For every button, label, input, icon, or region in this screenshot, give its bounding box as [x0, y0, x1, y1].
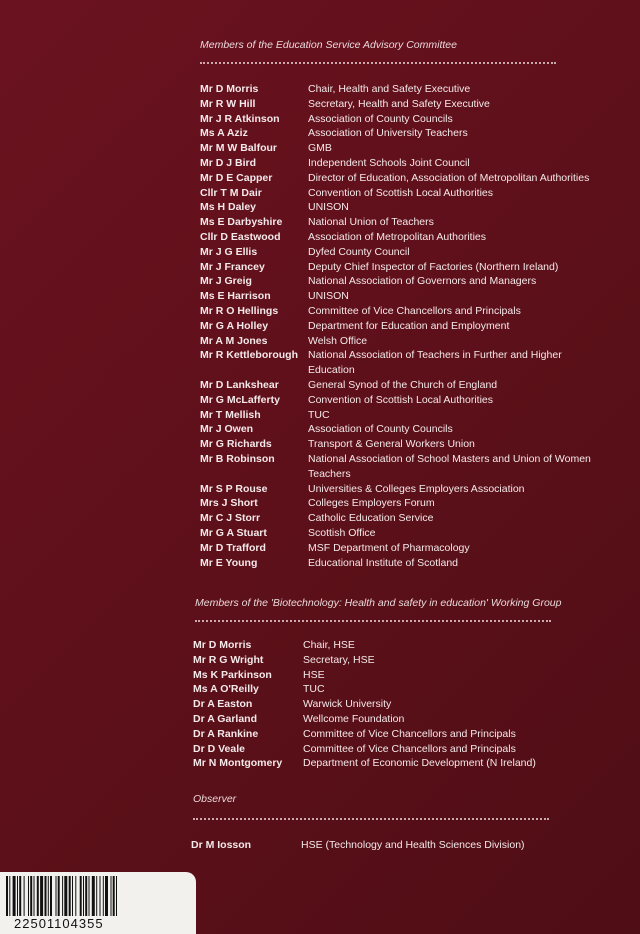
- member-row: [200, 112, 592, 127]
- member-row: [200, 230, 592, 245]
- member-name: Mr D J Bird: [200, 156, 257, 169]
- member-name: Mr A M Jones: [200, 334, 268, 347]
- member-row: [193, 638, 593, 653]
- committee-member-list: [200, 82, 592, 570]
- member-name: Mr D Morris: [193, 639, 252, 651]
- member-organisation: Wellcome Foundation: [303, 712, 405, 725]
- member-name: Mr J G Ellis: [200, 245, 258, 258]
- member-row: [200, 304, 592, 319]
- barcode-bar: [113, 876, 115, 916]
- member-organisation: Secretary, Health and Safety Executive: [308, 97, 490, 110]
- member-row: [200, 245, 592, 260]
- barcode-bar: [34, 876, 35, 916]
- member-row: [200, 556, 592, 571]
- member-name: Mr R G Wright: [193, 653, 264, 666]
- member-name: Mr D Morris: [200, 83, 259, 95]
- barcode-bar: [24, 876, 25, 916]
- barcode-label: [0, 872, 196, 934]
- barcode-bar: [45, 876, 47, 916]
- barcode-bar: [50, 876, 52, 916]
- member-organisation: General Synod of the Church of England: [308, 378, 498, 391]
- member-row: [193, 712, 593, 727]
- member-row: [200, 526, 592, 541]
- member-organisation: TUC: [308, 408, 330, 421]
- barcode-bar: [58, 876, 60, 916]
- member-name: Ms A Aziz: [200, 127, 248, 140]
- member-name: Mr J Owen: [200, 423, 254, 436]
- member-organisation: Educational Institute of Scotland: [308, 556, 459, 569]
- member-organisation: Association of Metropolitan Authorities: [308, 230, 487, 243]
- member-organisation: National Association of School Masters and Union of Women Teachers: [308, 452, 591, 480]
- member-row: [200, 408, 592, 423]
- dotted-divider: [193, 818, 549, 820]
- barcode-bar: [56, 876, 57, 916]
- member-row: [193, 668, 593, 683]
- member-organisation: Welsh Office: [308, 334, 368, 347]
- member-organisation: Scottish Office: [308, 526, 376, 539]
- barcode-bar: [72, 876, 73, 916]
- member-name: Mr R W Hill: [200, 97, 256, 110]
- member-organisation: Chair, Health and Safety Executive: [308, 83, 471, 95]
- member-name: Mr R Kettleborough: [200, 349, 298, 362]
- member-organisation: Association of County Councils: [308, 423, 453, 436]
- member-row: [200, 126, 592, 141]
- barcode-bar: [96, 876, 97, 916]
- member-row: [191, 838, 591, 853]
- member-organisation: Deputy Chief Inspector of Factories (Northern Ireland): [308, 260, 559, 273]
- member-organisation: Association of County Councils: [308, 112, 453, 125]
- barcode-bar: [30, 876, 32, 916]
- member-name: Mr S P Rouse: [200, 482, 268, 495]
- member-row: [193, 742, 593, 757]
- barcode-bar: [69, 876, 71, 916]
- member-organisation: HSE (Technology and Health Sciences Division): [301, 839, 525, 851]
- member-organisation: TUC: [303, 683, 325, 696]
- barcode-bar: [105, 876, 108, 916]
- member-name: Dr D Veale: [193, 742, 245, 755]
- member-name: Cllr T M Dair: [200, 186, 262, 199]
- member-name: Mr D E Capper: [200, 171, 273, 184]
- observer-member-list: [191, 838, 591, 853]
- member-organisation: Committee of Vice Chancellors and Principals: [308, 304, 521, 317]
- member-row: [193, 756, 593, 771]
- barcode-bar: [40, 876, 43, 916]
- member-name: Mr E Young: [200, 556, 258, 569]
- member-organisation: Department for Education and Employment: [308, 319, 510, 332]
- barcode-bar: [92, 876, 95, 916]
- member-organisation: Department of Economic Development (N Ireland): [303, 757, 536, 770]
- member-organisation: Colleges Employers Forum: [308, 497, 435, 510]
- member-row: [200, 422, 592, 437]
- member-row: [200, 393, 592, 408]
- member-name: Mr G Richards: [200, 438, 272, 451]
- member-name: Ms H Daley: [200, 201, 257, 214]
- member-name: Ms E Darbyshire: [200, 216, 283, 229]
- barcode-bar: [80, 876, 82, 916]
- barcode-bar: [75, 876, 76, 916]
- member-organisation: Association of University Teachers: [308, 127, 468, 140]
- working-group-member-list: [193, 638, 593, 771]
- member-organisation: Convention of Scottish Local Authorities: [308, 186, 494, 199]
- working-group-title: Members of the 'Biotechnology: Health and safety in education' Working Group: [195, 597, 562, 609]
- member-organisation: GMB: [308, 142, 332, 155]
- member-name: Dr A Garland: [193, 712, 257, 725]
- member-name: Dr A Easton: [193, 698, 253, 711]
- member-row: [200, 511, 592, 526]
- committee-title: Members of the Education Service Advisory Committee: [200, 39, 457, 51]
- barcode-bar: [19, 876, 21, 916]
- member-organisation: Transport & General Workers Union: [308, 438, 475, 451]
- member-organisation: Dyfed County Council: [308, 245, 410, 258]
- barcode-bar: [37, 876, 39, 916]
- member-organisation: MSF Department of Pharmacology: [308, 541, 470, 554]
- barcode-bar: [85, 876, 87, 916]
- member-organisation: National Association of Teachers in Further and Higher Education: [308, 349, 562, 377]
- member-organisation: UNISON: [308, 290, 349, 303]
- member-row: [200, 215, 592, 230]
- member-name: Mr G A Stuart: [200, 526, 267, 539]
- member-name: Ms K Parkinson: [193, 668, 272, 681]
- member-row: [200, 260, 592, 275]
- member-row: [200, 541, 592, 556]
- barcode-bar: [62, 876, 63, 916]
- member-organisation: Secretary, HSE: [303, 653, 375, 666]
- member-name: Mr T Mellish: [200, 408, 261, 421]
- member-row: [200, 289, 592, 304]
- member-name: Dr M Iosson: [191, 839, 252, 851]
- member-organisation: Warwick University: [303, 698, 392, 711]
- member-organisation: UNISON: [308, 201, 349, 214]
- member-organisation: Chair, HSE: [303, 639, 355, 651]
- dotted-divider: [195, 620, 551, 622]
- member-row: [200, 348, 592, 378]
- barcode-bar: [111, 876, 112, 916]
- member-row: [200, 482, 592, 497]
- barcode-bar: [116, 876, 117, 916]
- member-row: [200, 274, 592, 289]
- member-name: Mr B Robinson: [200, 452, 275, 465]
- member-row: [200, 452, 592, 482]
- member-row: [200, 437, 592, 452]
- member-organisation: Committee of Vice Chancellors and Principals: [303, 742, 516, 755]
- barcode-bar: [100, 876, 101, 916]
- member-row: [200, 334, 592, 349]
- member-row: [193, 727, 593, 742]
- member-name: Mr M W Balfour: [200, 142, 277, 155]
- member-row: [193, 697, 593, 712]
- member-row: [193, 682, 593, 697]
- member-organisation: Universities & Colleges Employers Association: [308, 482, 525, 495]
- member-name: Mr J Francey: [200, 260, 265, 273]
- member-name: Mr G McLafferty: [200, 393, 280, 406]
- member-organisation: HSE: [303, 668, 325, 681]
- member-row: [200, 141, 592, 156]
- barcode-bar: [28, 876, 29, 916]
- member-row: [200, 171, 592, 186]
- member-organisation: National Association of Governors and Managers: [308, 275, 537, 288]
- barcode-bar: [48, 876, 49, 916]
- barcode-bar: [103, 876, 104, 916]
- barcode-bar: [9, 876, 10, 916]
- member-organisation: National Union of Teachers: [308, 216, 434, 229]
- member-name: Mr J Greig: [200, 275, 252, 288]
- dotted-divider: [200, 62, 556, 64]
- member-row: [200, 156, 592, 171]
- barcode-bar: [17, 876, 18, 916]
- member-organisation: Committee of Vice Chancellors and Principals: [303, 727, 516, 740]
- member-name: Mr G A Holley: [200, 319, 269, 332]
- member-name: Cllr D Eastwood: [200, 230, 281, 243]
- member-row: [200, 186, 592, 201]
- member-row: [200, 200, 592, 215]
- member-name: Mrs J Short: [200, 497, 258, 510]
- member-organisation: Independent Schools Joint Council: [308, 156, 470, 169]
- member-organisation: Convention of Scottish Local Authorities: [308, 393, 494, 406]
- member-row: [200, 319, 592, 334]
- member-name: Dr A Rankine: [193, 727, 259, 740]
- member-name: Mr D Trafford: [200, 541, 266, 554]
- member-name: Ms A O'Reilly: [193, 683, 259, 696]
- member-name: Mr J R Atkinson: [200, 112, 280, 125]
- barcode-bar: [6, 876, 8, 916]
- barcode-bar: [83, 876, 84, 916]
- member-row: [200, 82, 592, 97]
- member-row: [200, 97, 592, 112]
- member-name: Mr R O Hellings: [200, 304, 279, 317]
- member-row: [193, 653, 593, 668]
- member-row: [200, 378, 592, 393]
- barcode-bar: [64, 876, 67, 916]
- member-name: Mr D Lankshear: [200, 378, 279, 391]
- member-name: Mr N Montgomery: [193, 757, 283, 770]
- barcode: [4, 876, 190, 916]
- member-organisation: Director of Education, Association of Metropolitan Authorities: [308, 171, 590, 184]
- member-organisation: Catholic Education Service: [308, 512, 434, 525]
- member-row: [200, 496, 592, 511]
- observer-title: Observer: [193, 793, 237, 805]
- member-name: Mr C J Storr: [200, 512, 261, 525]
- barcode-number: 22501104355: [14, 916, 104, 931]
- barcode-bar: [13, 876, 16, 916]
- member-name: Ms E Harrison: [200, 290, 271, 303]
- barcode-bar: [89, 876, 90, 916]
